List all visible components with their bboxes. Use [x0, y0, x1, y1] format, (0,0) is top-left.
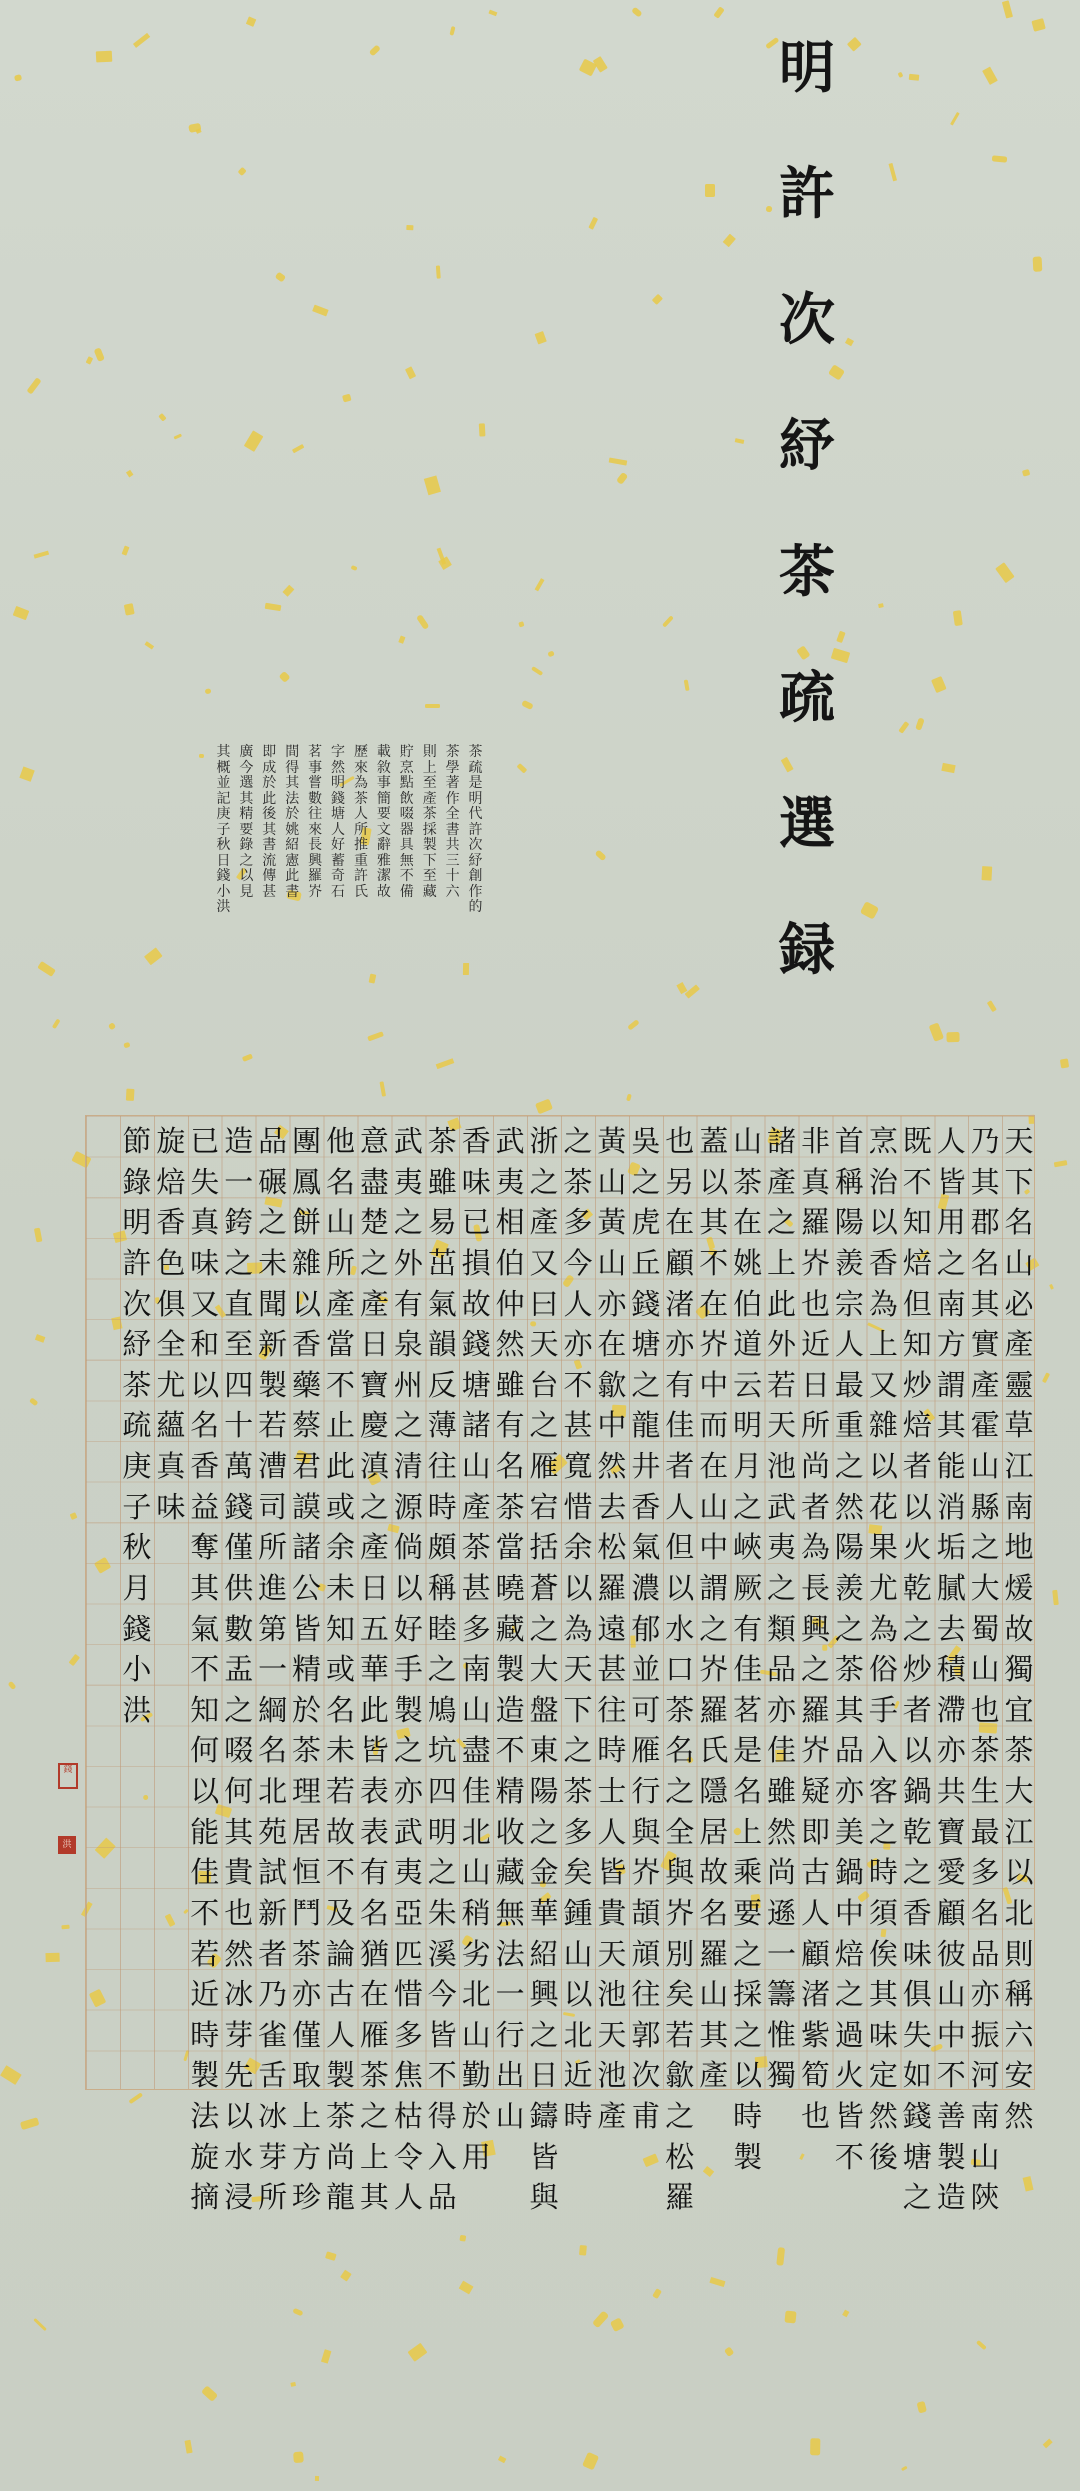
gold-fleck — [987, 1000, 997, 1012]
gold-fleck — [547, 650, 555, 657]
gold-fleck — [13, 606, 29, 620]
gold-fleck — [888, 163, 896, 181]
text-column: 意盡楚之產日寶慶滇之產日五華此皆表表有名猶在雁茶之上其 — [359, 1124, 389, 2215]
preface-column: 茗事嘗數往來長興羅岕 — [308, 744, 323, 900]
gold-fleck — [1043, 2439, 1053, 2449]
text-column: 人皆用之南方謂其能消垢膩去積滯亦共寶愛顧彼山中不善製造 — [936, 1124, 966, 2215]
gold-fleck — [534, 330, 546, 344]
gold-fleck — [315, 2476, 319, 2481]
gold-fleck — [1002, 0, 1013, 18]
gold-fleck — [843, 2310, 850, 2317]
gold-fleck — [710, 2277, 726, 2287]
text-column: 團鳳餅雜以香藥蔡君謨諸公皆精於茶理居恒鬥茶亦僅取上方珍 — [292, 1124, 322, 2215]
text-column: 浙之產又曰天台之雁宕括蒼之大盤東陽之金華紹興之日鑄皆與 — [529, 1124, 559, 2215]
gold-fleck — [96, 51, 113, 63]
gold-fleck — [124, 1042, 131, 1048]
text-column: 品碾之未聞新製若漕司所進第一綱名北苑試新者乃雀舌冰芽所 — [258, 1124, 288, 2215]
gold-fleck — [652, 294, 663, 305]
gold-fleck — [37, 961, 56, 977]
gold-fleck — [643, 2154, 659, 2167]
gold-fleck — [535, 578, 545, 591]
gold-fleck — [981, 67, 997, 85]
gold-fleck — [86, 356, 94, 364]
gold-fleck — [425, 704, 440, 708]
gold-fleck — [69, 1654, 80, 1666]
text-column: 蓋以其不在岕中而在山中謂之岕羅氏隱居故名羅山其產 — [699, 1124, 729, 2093]
gold-fleck — [278, 671, 290, 683]
gold-fleck — [126, 470, 133, 477]
gold-fleck — [1060, 1059, 1069, 1069]
gold-fleck — [1049, 1284, 1054, 1289]
gold-fleck — [705, 184, 715, 196]
text-column: 之茶多今人亦不甚寬惜余以為天下之茶多矣鍾山以北近時 — [563, 1124, 593, 2133]
gold-fleck — [246, 16, 256, 27]
gold-fleck — [290, 2382, 296, 2387]
preface-column: 貯烹點飲啜器具無不備 — [399, 744, 414, 900]
text-column: 既不知焙但知炒焙者以火乾之炒者以鍋乾之香味俱失如錢塘之 — [902, 1124, 932, 2215]
text-column: 諸產之上此外若天池武夷之類品亦佳雖然尚遜一籌惟獨 — [767, 1124, 797, 2093]
gold-fleck — [877, 603, 883, 608]
gold-fleck — [70, 1512, 77, 1520]
preface-column: 即成於此後其書流傳甚 — [262, 744, 277, 900]
gold-fleck — [929, 1023, 944, 1042]
gold-fleck — [531, 666, 544, 676]
preface-column: 則上至產茶採製下至藏 — [422, 744, 437, 900]
red-seal-top: 錢 — [58, 1763, 78, 1789]
text-column: 吳之虎丘錢塘之龍井香氣濃郁並可雁行與岕頡頏往郭次甫 — [631, 1124, 661, 2133]
gold-fleck — [398, 635, 406, 644]
gold-fleck — [588, 216, 598, 229]
gold-fleck — [518, 621, 524, 627]
gold-fleck — [369, 973, 376, 983]
gold-fleck — [436, 266, 441, 279]
gold-fleck — [517, 763, 528, 773]
preface-column: 廣今選其精要錄之以見 — [239, 744, 254, 900]
gold-fleck — [241, 1053, 253, 1062]
gold-fleck — [685, 984, 700, 998]
gold-fleck — [498, 2456, 506, 2463]
gold-fleck — [479, 423, 485, 436]
main-text-grid — [85, 1115, 1035, 2215]
text-column: 乃其郡名其實產霍山縣之大蜀山也茶生最多名品亦振河南山陝 — [970, 1124, 1000, 2215]
text-column: 非真羅岕也近日所尚者為長興之羅岕疑即古人顧渚紫筍也 — [800, 1124, 830, 2133]
gold-fleck — [626, 1094, 632, 1101]
title-column — [752, 35, 862, 1048]
gold-fleck — [292, 445, 304, 454]
gold-fleck — [776, 2247, 784, 2265]
gold-fleck — [713, 7, 724, 19]
gold-fleck — [438, 557, 452, 571]
gold-fleck — [785, 2310, 797, 2323]
gold-fleck — [436, 1058, 455, 1069]
gold-fleck — [34, 1228, 43, 1243]
gold-fleck — [185, 2440, 193, 2454]
preface-column: 茶疏是明代許次紓創作的 — [468, 744, 483, 915]
gold-fleck — [13, 74, 21, 81]
gold-fleck — [128, 2092, 143, 2104]
gold-fleck — [609, 458, 627, 466]
text-column: 節錄明許次紓茶疏庚子秋月錢小洪 — [122, 1124, 152, 1727]
gold-fleck — [632, 6, 643, 17]
gold-fleck — [33, 551, 48, 559]
gold-fleck — [133, 33, 150, 48]
scroll-title: 明 許 次 紓 茶 疏 選 録 — [779, 35, 835, 983]
gold-fleck — [20, 2118, 39, 2130]
gold-fleck — [627, 1019, 639, 1030]
gold-fleck — [724, 2346, 735, 2357]
gold-fleck — [126, 1089, 135, 1102]
gold-fleck — [244, 430, 263, 451]
gold-fleck — [521, 699, 534, 709]
gold-fleck — [324, 2251, 336, 2261]
text-column: 已失真味又和以名香益奪其氣不知何以能佳不若近時製法旋摘 — [190, 1124, 220, 2215]
gold-fleck — [424, 476, 441, 496]
gold-fleck — [947, 1032, 960, 1043]
gold-fleck — [536, 1099, 553, 1114]
text-column: 香味已損故錢塘諸山產茶甚多南山盡佳北山稍劣北山勤於用 — [461, 1124, 491, 2174]
gold-fleck — [976, 2340, 986, 2350]
gold-fleck — [293, 2451, 304, 2462]
gold-fleck — [62, 1924, 70, 1929]
gold-fleck — [991, 156, 1007, 164]
gold-fleck — [204, 689, 211, 695]
gold-fleck — [592, 2310, 610, 2328]
gold-fleck — [144, 641, 154, 650]
text-column: 也另在顧渚亦有佳者人但以水口茶名之全與岕別矣若歙之松羅 — [665, 1124, 695, 2215]
gold-fleck — [313, 304, 329, 315]
gold-fleck — [34, 1334, 45, 1343]
preface-column: 歷來為茶人所推重許氏 — [353, 744, 368, 900]
gold-fleck — [617, 472, 629, 485]
gold-fleck — [7, 1681, 16, 1690]
text-column: 烹治以香為上又雜以花果尤為俗手入客之時須俟其味定然後 — [868, 1124, 898, 2174]
gold-fleck — [321, 2349, 331, 2363]
gold-fleck — [265, 603, 282, 612]
gold-fleck — [460, 2235, 467, 2242]
gold-fleck — [94, 347, 105, 361]
preface-column: 字然明錢塘人好蓄奇石 — [331, 744, 346, 900]
gold-fleck — [292, 2308, 304, 2317]
preface-column: 載敘事簡要文辭雅潔故 — [376, 744, 391, 900]
gold-fleck — [610, 2317, 625, 2332]
text-column: 黃山黃山亦在歙中然去松羅遠甚往時士人皆貴天池天池產 — [597, 1124, 627, 2133]
text-column: 他名山所產當不止此或余未知或名未若故不及論古人製茶尚龍 — [325, 1124, 355, 2215]
preface-text-block — [212, 745, 487, 930]
gold-fleck — [340, 2270, 351, 2282]
gold-fleck — [199, 754, 204, 758]
gold-fleck — [46, 1953, 60, 1962]
gold-fleck — [735, 438, 744, 444]
gold-fleck — [579, 2245, 587, 2256]
gold-fleck — [406, 225, 414, 231]
preface-column: 茶學著作全書共三十六 — [445, 744, 460, 900]
gold-fleck — [1053, 1160, 1067, 1167]
gold-fleck — [121, 546, 129, 556]
gold-fleck — [582, 2452, 599, 2471]
gold-fleck — [458, 2281, 473, 2295]
preface-column: 其概並記庚子秋日錢小洪 — [216, 744, 231, 915]
gold-fleck — [124, 603, 135, 615]
gold-fleck — [195, 128, 201, 134]
gold-fleck — [449, 26, 455, 36]
gold-fleck — [275, 271, 287, 282]
text-column: 天下名山必產靈草江南地煖故獨宜茶大江以北則稱六安然 — [1004, 1124, 1034, 2133]
text-column: 旋焙香色俱全尤蘊真味 — [156, 1124, 186, 1524]
gold-fleck — [702, 2165, 713, 2176]
gold-fleck — [343, 394, 352, 402]
gold-fleck — [416, 614, 430, 630]
text-column: 武夷之外有泉州之清源倘以好手製之亦武夷亞匹惜多焦枯令人 — [393, 1124, 423, 2215]
gold-fleck — [488, 10, 497, 17]
gold-fleck — [350, 565, 357, 571]
gold-fleck — [33, 2318, 47, 2331]
gold-fleck — [27, 378, 41, 395]
text-column: 山茶在姚伯道云明月之峽厥有佳茗是名上乘要之採之以時製 — [733, 1124, 763, 2174]
gold-fleck — [931, 676, 946, 693]
text-column: 茶雖易茁氣韻反薄往時頗稱睦之鳩坑四明之朱溪今皆不得入品 — [427, 1124, 457, 2215]
gold-fleck — [917, 2401, 927, 2413]
gold-fleck — [463, 963, 469, 975]
gold-fleck — [368, 1032, 384, 1042]
gold-fleck — [379, 1082, 386, 1098]
gold-fleck — [1052, 1590, 1059, 1605]
gold-fleck — [652, 2288, 662, 2299]
gold-fleck — [662, 615, 674, 627]
gold-fleck — [860, 901, 880, 920]
gold-fleck — [237, 167, 247, 177]
gold-fleck — [281, 584, 293, 597]
gold-fleck — [0, 2065, 21, 2084]
gold-fleck — [950, 112, 960, 125]
gold-fleck — [1032, 18, 1047, 32]
gold-fleck — [29, 1398, 39, 1407]
gold-fleck — [799, 2153, 804, 2160]
gold-fleck — [404, 366, 415, 379]
gold-fleck — [144, 947, 162, 965]
gold-fleck — [723, 234, 736, 247]
gold-fleck — [915, 717, 924, 730]
gold-fleck — [108, 1022, 116, 1030]
text-column: 首稱陽羨宗人最重之然陽羨之茶其品亦美鍋中焙之過火皆不 — [834, 1124, 864, 2174]
gold-fleck — [981, 866, 992, 880]
text-column: 造一銙之直至四十萬錢僅供數盂之啜何其貴也然冰芽先以水浸 — [224, 1124, 254, 2215]
preface-column: 間得其法於姚紹憲此書 — [285, 744, 300, 900]
text-column: 武夷相伯仲然雖有名茶當曉藏製造不精收藏無法一行出山 — [495, 1124, 525, 2133]
gold-fleck — [900, 2466, 907, 2472]
gold-fleck — [407, 2342, 428, 2362]
gold-fleck — [19, 767, 34, 782]
gold-fleck — [995, 563, 1014, 584]
gold-fleck — [1023, 2176, 1034, 2192]
gold-fleck — [200, 2386, 217, 2403]
gold-fleck — [52, 1019, 61, 1030]
gold-fleck — [899, 721, 910, 733]
red-seal-bottom: 洪 — [58, 1836, 76, 1854]
gold-fleck — [898, 72, 904, 78]
gold-fleck — [1021, 469, 1030, 476]
gold-fleck — [158, 413, 166, 422]
gold-fleck — [595, 850, 607, 861]
gold-fleck — [952, 610, 962, 626]
gold-fleck — [1042, 1373, 1050, 1384]
gold-fleck — [174, 434, 182, 440]
gold-fleck — [683, 680, 689, 691]
gold-fleck — [941, 763, 955, 773]
gold-fleck — [370, 45, 382, 57]
gold-fleck — [908, 74, 919, 81]
gold-fleck — [1033, 256, 1042, 272]
gold-fleck — [811, 2439, 821, 2456]
